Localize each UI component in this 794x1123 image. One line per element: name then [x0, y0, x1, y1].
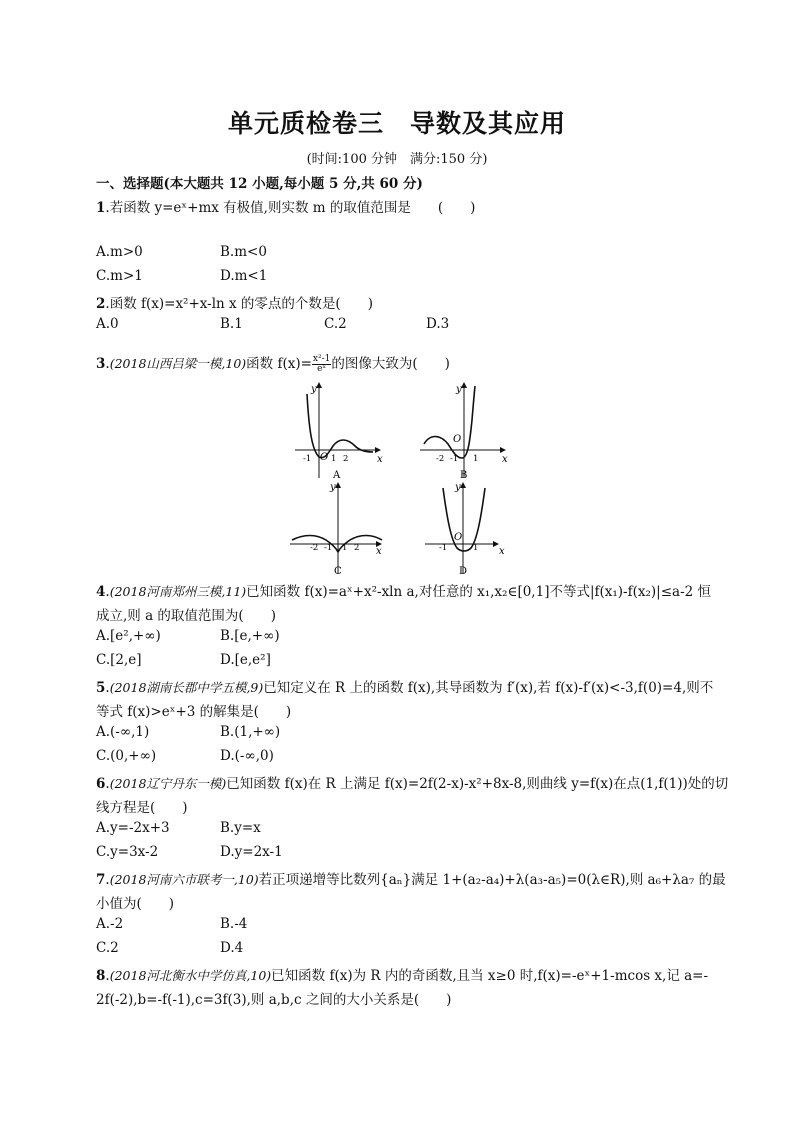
- tick-label: 2: [354, 543, 360, 553]
- section-heading: 一、选择题(本大题共 12 小题,每小题 5 分,共 60 分): [96, 176, 423, 192]
- question-text: 已知函数 f(x)=aˣ+x²-xln a,对任意的 x₁,x₂∈[0,1]不等式|f(x₁)-f(x₂)|≤a-2 恒: [246, 584, 712, 600]
- axis-x-label: x: [377, 454, 383, 465]
- question-1: [96, 196, 475, 216]
- source-note: (2018河南郑州三模,11): [109, 584, 247, 599]
- question-dot: .: [105, 680, 110, 696]
- tick-label: -1: [439, 543, 448, 553]
- question-4: [96, 580, 711, 600]
- question-text: .函数 f(x)=x²+x-ln x 的零点的个数是( ): [105, 296, 373, 312]
- axis-y-label: y: [330, 482, 336, 493]
- option-b: B.(1,+∞): [220, 724, 281, 740]
- option-c: C.2: [324, 316, 347, 332]
- question-5: [96, 676, 713, 696]
- axis-y-label: y: [311, 384, 317, 395]
- question-text: 若正项递增等比数列{aₙ}满足 1+(a₂-a₄)+λ(a₃-a₅)=0(λ∈R),则 a₆+λa₇ 的最: [258, 872, 726, 888]
- question-dot: .: [105, 584, 110, 600]
- question-4-line-2: 成立,则 a 的取值范围为( ): [96, 608, 276, 624]
- question-number: 7: [96, 872, 106, 888]
- question-text: 已知函数 f(x)在 R 上满足 f(x)=2f(2-x)-x²+8x-8,则曲线 y=f(x)在点(1,f(1))处的切: [226, 776, 729, 792]
- graph-d: [425, 478, 515, 578]
- question-text-2: 的图像大致为( ): [331, 356, 450, 372]
- question-number: 2: [96, 296, 106, 312]
- option-a: A.[e²,+∞): [96, 628, 161, 644]
- source-note: (2018河北衡水中学仿真,10): [109, 968, 272, 983]
- option-c: C.m>1: [96, 268, 143, 284]
- origin-label: O: [320, 452, 329, 463]
- question-number: 1: [96, 200, 106, 216]
- question-dot: .: [105, 356, 110, 372]
- question-text: 函数 f(x)=: [246, 356, 312, 372]
- question-text: .若函数 y=eˣ+mx 有极值,则实数 m 的取值范围是 ( ): [105, 200, 476, 216]
- option-a: A.0: [96, 316, 119, 332]
- origin-label: O: [454, 532, 463, 543]
- graph-label: A: [333, 470, 341, 480]
- question-number: 8: [96, 968, 106, 984]
- fraction-numerator: x²-1: [312, 354, 331, 364]
- question-7: [96, 868, 726, 888]
- fraction-denominator: eˣ: [317, 364, 327, 374]
- source-note: (2018山西吕梁一模,10): [109, 356, 247, 371]
- question-dot: .: [105, 872, 110, 888]
- option-a: A.m>0: [96, 244, 143, 260]
- question-8: [96, 964, 708, 984]
- option-b: B.1: [220, 316, 243, 332]
- option-b: B.[e,+∞): [220, 628, 280, 644]
- question-number: 5: [96, 680, 106, 696]
- question-8-line-2: 2f(-2),b=-f(-1),c=3f(3),则 a,b,c 之间的大小关系是( ): [96, 992, 452, 1008]
- question-text: 已知定义在 R 上的函数 f(x),其导函数为 f′(x),若 f(x)-f′(x)<-3,f(0)=4,则不: [263, 680, 714, 696]
- option-a: A.-2: [96, 916, 124, 932]
- axis-x-label: x: [499, 546, 505, 557]
- option-d: D.m<1: [220, 268, 268, 284]
- option-b: B.y=x: [220, 820, 261, 836]
- tick-label: 1: [331, 454, 337, 464]
- option-c: C.y=3x-2: [96, 844, 159, 860]
- source-note: (2018辽宁丹东一模): [109, 776, 227, 791]
- tick-label: -1: [303, 454, 312, 464]
- option-c: C.[2,e]: [96, 652, 142, 668]
- axis-x-label: x: [376, 546, 382, 557]
- option-c: C.(0,+∞): [96, 748, 157, 764]
- question-2: [96, 292, 373, 312]
- question-6: [96, 772, 728, 792]
- option-a: A.(-∞,1): [96, 724, 150, 740]
- tick-label: 2: [343, 454, 349, 464]
- axis-x-label: x: [502, 454, 508, 465]
- graph-label: D: [459, 566, 468, 577]
- origin-label: O: [453, 434, 462, 445]
- graph-b: [420, 380, 510, 480]
- fraction: [312, 355, 331, 374]
- tick-label: -1: [450, 454, 459, 464]
- question-6-line-2: 线方程是( ): [96, 800, 188, 816]
- page-subtitle: (时间:100 分钟 满分:150 分): [306, 152, 488, 167]
- graph-label: B: [460, 470, 468, 480]
- question-number: 3: [96, 356, 106, 372]
- source-note: (2018河南六市联考一,10): [109, 872, 259, 887]
- tick-label: -1: [324, 543, 333, 553]
- graph-c: [290, 478, 390, 578]
- question-5-line-2: 等式 f(x)>eˣ+3 的解集是( ): [96, 704, 292, 720]
- question-number: 4: [96, 584, 106, 600]
- tick-label: -2: [310, 543, 319, 553]
- option-d: D.y=2x-1: [220, 844, 283, 860]
- tick-label: -2: [436, 454, 445, 464]
- option-d: D.(-∞,0): [220, 748, 274, 764]
- option-d: D.3: [426, 316, 450, 332]
- option-b: B.m<0: [220, 244, 267, 260]
- tick-label: 1: [473, 543, 479, 553]
- option-a: A.y=-2x+3: [96, 820, 170, 836]
- question-7-line-2: 小值为( ): [96, 896, 175, 912]
- option-c: C.2: [96, 940, 119, 956]
- axis-y-label: y: [455, 482, 461, 493]
- axis-y-label: y: [456, 384, 462, 395]
- page-title: 单元质检卷三 导数及其应用: [227, 109, 566, 138]
- question-3: [96, 352, 450, 374]
- source-note: (2018湖南长郡中学五模,9): [109, 680, 264, 695]
- tick-label: 1: [473, 454, 479, 464]
- question-dot: .: [105, 968, 110, 984]
- option-b: B.-4: [220, 916, 248, 932]
- tick-label: 1: [342, 543, 348, 553]
- question-number: 6: [96, 776, 106, 792]
- option-d: D.4: [220, 940, 244, 956]
- graph-label: C: [334, 566, 342, 577]
- option-d: D.[e,e²]: [220, 652, 271, 668]
- question-dot: .: [105, 776, 110, 792]
- question-text: 已知函数 f(x)为 R 内的奇函数,且当 x≥0 时,f(x)=-eˣ+1-mcos x,记 a=-: [271, 968, 709, 984]
- graph-a: [295, 380, 385, 480]
